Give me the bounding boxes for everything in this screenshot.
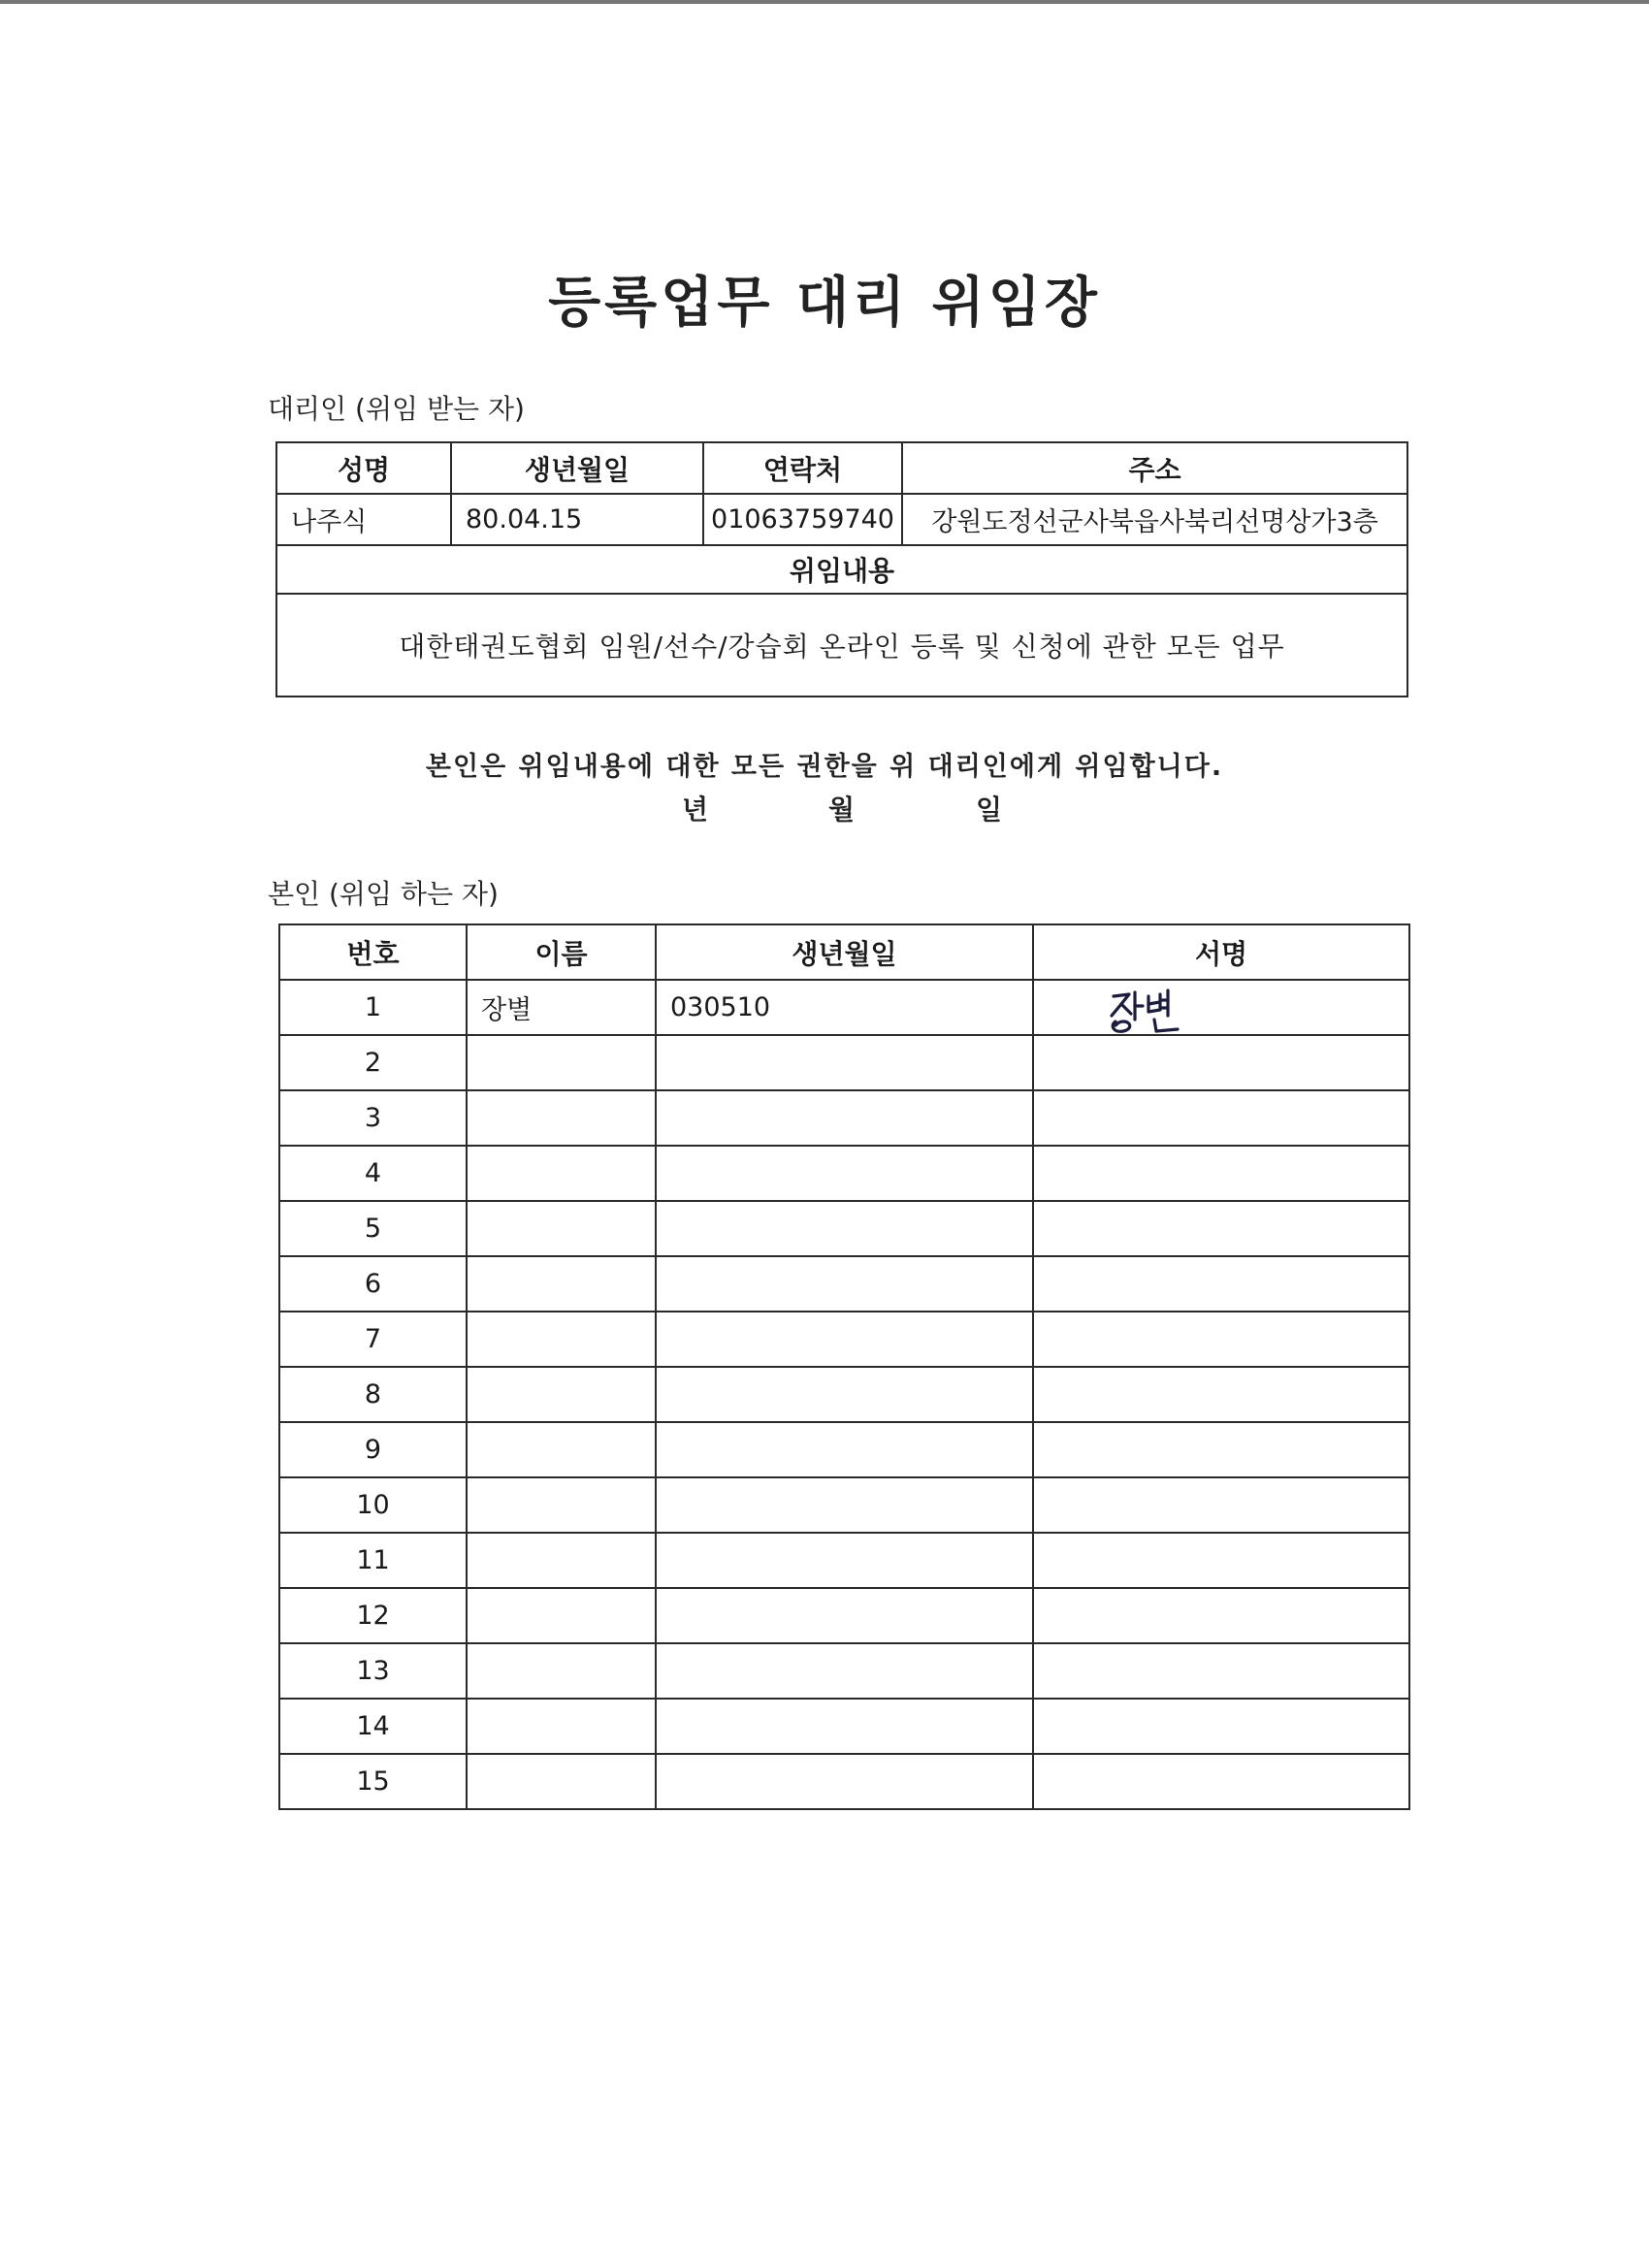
row-name [467, 1422, 656, 1477]
row-birthdate [656, 1477, 1033, 1533]
row-number: 5 [279, 1201, 467, 1256]
row-name [467, 1754, 656, 1809]
handwritten-signature [1034, 981, 1228, 1035]
principal-rows [279, 980, 1409, 1809]
row-name [467, 1699, 656, 1754]
agent-header-name: 성명 [276, 442, 451, 494]
table-row [279, 1588, 1409, 1643]
table-row [279, 1090, 1409, 1146]
row-birthdate [656, 1422, 1033, 1477]
agent-header-row [276, 442, 1407, 494]
row-number: 4 [279, 1146, 467, 1201]
row-number: 11 [279, 1533, 467, 1588]
row-signature [1033, 1201, 1409, 1256]
row-birthdate [656, 1754, 1033, 1809]
scope-header-row [276, 545, 1407, 594]
scope-header: 위임내용 [276, 545, 1407, 594]
row-number: 1 [279, 980, 467, 1035]
row-signature [1033, 1477, 1409, 1533]
row-signature [1033, 1090, 1409, 1146]
row-number: 7 [279, 1312, 467, 1367]
scan-top-edge [0, 0, 1649, 4]
row-name [467, 1588, 656, 1643]
principal-header-birthdate: 생년월일 [656, 924, 1033, 980]
principal-table [278, 923, 1410, 1810]
signature-stroke [1154, 1020, 1178, 1031]
row-birthdate [656, 1146, 1033, 1201]
row-name [467, 1533, 656, 1588]
row-name [467, 1201, 656, 1256]
table-row [279, 1477, 1409, 1533]
principal-header-row [279, 924, 1409, 980]
scope-text: 대한태권도협회 임원/선수/강습회 온라인 등록 및 신청에 관한 모든 업무 [276, 594, 1407, 697]
row-birthdate [656, 1201, 1033, 1256]
row-birthdate [656, 1090, 1033, 1146]
row-signature [1033, 1035, 1409, 1090]
table-row [279, 1533, 1409, 1588]
table-row [279, 1035, 1409, 1090]
table-row [279, 1699, 1409, 1754]
signature-stroke [1148, 1002, 1160, 1004]
agent-birthdate: 80.04.15 [451, 494, 703, 545]
date-year-label: 년 [682, 794, 709, 826]
row-signature [1033, 1422, 1409, 1477]
row-name [467, 1090, 656, 1146]
row-signature [1033, 1256, 1409, 1312]
row-number: 15 [279, 1754, 467, 1809]
row-birthdate [656, 1643, 1033, 1699]
row-birthdate [656, 1312, 1033, 1367]
signature-stroke [1113, 1021, 1130, 1031]
row-name [467, 1477, 656, 1533]
table-row [279, 1256, 1409, 1312]
principal-section-label: 본인 (위임 하는 자) [268, 878, 499, 910]
table-row [279, 1643, 1409, 1699]
page-title: 등록업무 대리 위임장 [548, 272, 1101, 335]
row-number: 13 [279, 1643, 467, 1699]
row-number: 9 [279, 1422, 467, 1477]
row-number: 10 [279, 1477, 467, 1533]
agent-header-phone: 연락처 [703, 442, 902, 494]
row-number: 6 [279, 1256, 467, 1312]
table-row [279, 1312, 1409, 1367]
table-row [279, 1146, 1409, 1201]
agent-phone: 01063759740 [703, 494, 902, 545]
principal-header-signature: 서명 [1033, 924, 1409, 980]
row-signature [1033, 1146, 1409, 1201]
row-name [467, 1035, 656, 1090]
row-birthdate [656, 1367, 1033, 1422]
row-birthdate [656, 1035, 1033, 1090]
date-day-label: 일 [976, 794, 1003, 826]
agent-table [275, 441, 1408, 697]
row-signature [1033, 1533, 1409, 1588]
row-birthdate: 030510 [656, 980, 1033, 1035]
row-signature [1033, 1699, 1409, 1754]
row-signature [1033, 1588, 1409, 1643]
principal-header-name: 이름 [467, 924, 656, 980]
table-row [279, 1367, 1409, 1422]
delegation-statement: 본인은 위임내용에 대한 모든 권한을 위 대리인에게 위임합니다. [425, 752, 1224, 782]
agent-header-birthdate: 생년월일 [451, 442, 703, 494]
table-row [279, 1754, 1409, 1809]
row-signature [1033, 980, 1409, 1035]
row-signature [1033, 1754, 1409, 1809]
row-signature [1033, 1643, 1409, 1699]
date-month-label: 월 [828, 794, 856, 826]
agent-value-row [276, 494, 1407, 545]
row-birthdate [656, 1699, 1033, 1754]
row-birthdate [656, 1588, 1033, 1643]
row-name [467, 1367, 656, 1422]
table-row [279, 1201, 1409, 1256]
row-name [467, 1312, 656, 1367]
row-name: 장별 [467, 980, 656, 1035]
principal-header-number: 번호 [279, 924, 467, 980]
row-name [467, 1643, 656, 1699]
agent-name: 나주식 [276, 494, 451, 545]
row-signature [1033, 1367, 1409, 1422]
agent-section-label: 대리인 (위임 받는 자) [268, 393, 525, 425]
row-number: 2 [279, 1035, 467, 1090]
row-number: 3 [279, 1090, 467, 1146]
table-row [279, 1422, 1409, 1477]
row-name [467, 1146, 656, 1201]
row-birthdate [656, 1533, 1033, 1588]
table-row [279, 980, 1409, 1035]
agent-address: 강원도정선군사북읍사북리선명상가3층 [902, 494, 1407, 545]
row-number: 14 [279, 1699, 467, 1754]
row-birthdate [656, 1256, 1033, 1312]
signature-stroke [1121, 1004, 1131, 1014]
row-number: 8 [279, 1367, 467, 1422]
row-signature [1033, 1312, 1409, 1367]
row-number: 12 [279, 1588, 467, 1643]
agent-header-address: 주소 [902, 442, 1407, 494]
scope-row [276, 594, 1407, 697]
row-name [467, 1256, 656, 1312]
